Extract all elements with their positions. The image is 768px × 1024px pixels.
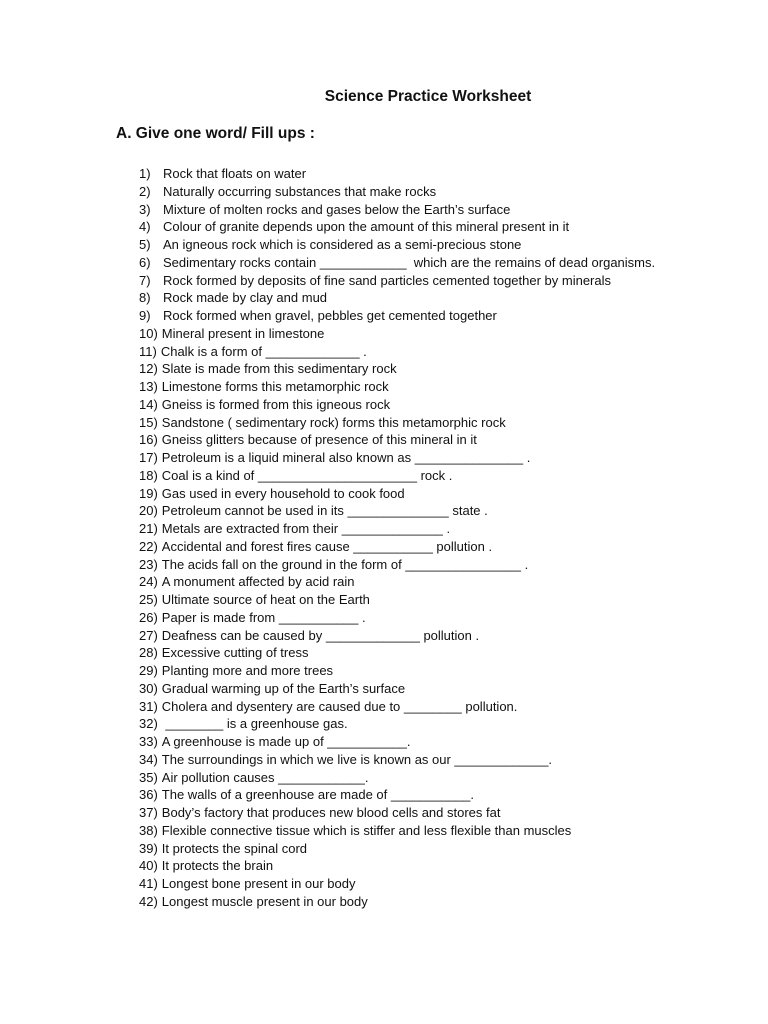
question-number: 31) — [139, 698, 158, 714]
question-text: Longest bone present in our body — [161, 876, 356, 891]
question-text: Ultimate source of heat on the Earth — [161, 592, 370, 607]
question-text: Planting more and more trees — [161, 663, 334, 678]
question-text: Slate is made from this sedimentary rock — [161, 361, 397, 377]
list-item — [139, 272, 699, 290]
question-text: Cholera and dysentery are caused due to ________ pollution. — [161, 698, 518, 714]
list-item — [139, 733, 699, 751]
question-text: Rock formed by deposits of fine sand particles cemented together by minerals — [163, 272, 612, 288]
list-item — [139, 893, 699, 911]
question-number: 3) — [139, 201, 151, 217]
question-text: It protects the spinal cord — [161, 840, 308, 856]
page-title: Science Practice Worksheet — [324, 88, 532, 105]
question-text: A monument affected by acid rain — [161, 574, 355, 590]
section-heading: A. Give one word/ Fill ups : — [116, 125, 315, 142]
list-item — [139, 609, 699, 627]
question-text: Rock made by clay and mud — [163, 290, 328, 306]
list-item — [139, 573, 699, 591]
question-number: 15) — [139, 414, 158, 430]
question-number: 1) — [139, 166, 151, 181]
list-item — [139, 485, 699, 503]
question-number: 27) — [139, 627, 158, 643]
list-item — [139, 396, 699, 414]
list-item — [139, 502, 699, 520]
question-text: Deafness can be caused by _____________ pollution . — [161, 627, 480, 643]
list-item — [139, 840, 699, 858]
question-text: Flexible connective tissue which is stiffer and less flexible than muscles — [161, 822, 572, 838]
list-item — [139, 307, 699, 325]
list-item — [139, 644, 699, 662]
list-item — [139, 218, 699, 236]
question-text: Naturally occurring substances that make rocks — [163, 183, 437, 199]
question-text: It protects the brain — [161, 858, 274, 874]
list-item — [139, 715, 699, 733]
question-number: 2) — [139, 183, 151, 199]
question-text: A greenhouse is made up of ___________. — [161, 734, 411, 749]
question-number: 40) — [139, 858, 158, 874]
question-text: Chalk is a form of _____________ . — [160, 343, 367, 359]
question-number: 37) — [139, 805, 158, 820]
question-text: Accidental and forest fires cause ___________ pollution . — [161, 538, 493, 554]
list-item — [139, 343, 699, 361]
question-number: 17) — [139, 450, 158, 465]
question-number: 24) — [139, 574, 158, 590]
question-number: 11) — [139, 343, 157, 359]
list-item — [139, 627, 699, 645]
question-text: Rock formed when gravel, pebbles get cemented together — [163, 308, 497, 323]
question-number: 9) — [139, 308, 151, 323]
question-number: 26) — [139, 609, 158, 625]
question-text: Petroleum is a liquid mineral also known as _______________ . — [161, 450, 531, 465]
question-text: Gradual warming up of the Earth’s surface — [161, 680, 406, 696]
list-item — [139, 751, 699, 769]
list-item — [139, 431, 699, 449]
list-item — [139, 236, 699, 254]
question-number: 41) — [139, 876, 158, 891]
list-item — [139, 556, 699, 574]
list-item — [139, 378, 699, 396]
list-item — [139, 165, 699, 183]
question-text: Mixture of molten rocks and gases below the Earth’s surface — [163, 201, 511, 217]
list-item — [139, 467, 699, 485]
question-number: 35) — [139, 769, 158, 785]
list-item — [139, 662, 699, 680]
question-number: 30) — [139, 680, 158, 696]
question-number: 7) — [139, 272, 151, 288]
question-text: Colour of granite depends upon the amount of this mineral present in it — [163, 219, 570, 235]
list-item — [139, 538, 699, 556]
question-number: 14) — [139, 396, 158, 412]
question-text: Sandstone ( sedimentary rock) forms this metamorphic rock — [161, 414, 506, 430]
question-text: Gas used in every household to cook food — [161, 485, 405, 501]
question-list — [139, 165, 699, 911]
question-text: An igneous rock which is considered as a semi-precious stone — [163, 237, 522, 252]
list-item — [139, 680, 699, 698]
question-text: The surroundings in which we live is known as our _____________. — [161, 751, 553, 767]
question-number: 25) — [139, 592, 158, 607]
list-item — [139, 183, 699, 201]
list-item — [139, 201, 699, 219]
question-text: Coal is a kind of ______________________ rock . — [161, 467, 453, 483]
list-item — [139, 822, 699, 840]
question-text: Gneiss glitters because of presence of this mineral in it — [161, 432, 477, 448]
question-number: 29) — [139, 663, 158, 678]
question-text: Air pollution causes ____________. — [161, 769, 369, 785]
question-number: 12) — [139, 361, 158, 377]
list-item — [139, 769, 699, 787]
question-text: Sedimentary rocks contain ____________ which are the remains of dead organisms. — [163, 254, 656, 270]
question-number: 33) — [139, 734, 158, 749]
question-text: Metals are extracted from their ______________ . — [161, 521, 451, 536]
question-text: Mineral present in limestone — [161, 325, 325, 341]
question-text: Longest muscle present in our body — [161, 893, 368, 909]
question-number: 21) — [139, 521, 158, 536]
question-number: 10) — [139, 325, 158, 341]
question-text: Gneiss is formed from this igneous rock — [161, 396, 391, 412]
question-text: Paper is made from ___________ . — [161, 609, 366, 625]
question-number: 8) — [139, 290, 151, 306]
question-number: 16) — [139, 432, 158, 448]
list-item — [139, 254, 699, 272]
question-number: 42) — [139, 893, 158, 909]
question-number: 22) — [139, 538, 158, 554]
list-item — [139, 449, 699, 467]
list-item — [139, 698, 699, 716]
question-number: 23) — [139, 556, 158, 572]
list-item — [139, 520, 699, 538]
question-number: 20) — [139, 503, 158, 519]
question-number: 38) — [139, 822, 158, 838]
question-number: 34) — [139, 751, 158, 767]
question-number: 32) — [139, 716, 158, 732]
question-number: 19) — [139, 485, 158, 501]
question-text: Limestone forms this metamorphic rock — [161, 379, 389, 394]
list-item — [139, 325, 699, 343]
question-text: ________ is a greenhouse gas. — [161, 716, 348, 732]
question-text: Rock that floats on water — [163, 166, 307, 181]
question-text: Petroleum cannot be used in its ______________ state . — [161, 503, 488, 519]
question-number: 13) — [139, 379, 158, 394]
question-number: 28) — [139, 645, 158, 661]
question-number: 4) — [139, 219, 151, 235]
question-text: The acids fall on the ground in the form of ________________ . — [161, 556, 529, 572]
question-text: Body’s factory that produces new blood cells and stores fat — [161, 805, 501, 820]
question-text: Excessive cutting of tress — [161, 645, 309, 661]
list-item — [139, 414, 699, 432]
question-number: 18) — [139, 467, 158, 483]
list-item — [139, 857, 699, 875]
question-number: 6) — [139, 254, 151, 270]
question-number: 36) — [139, 787, 158, 803]
list-item — [139, 360, 699, 378]
question-number: 39) — [139, 840, 158, 856]
list-item — [139, 289, 699, 307]
question-number: 5) — [139, 237, 151, 252]
list-item — [139, 875, 699, 893]
list-item — [139, 591, 699, 609]
question-text: The walls of a greenhouse are made of ___________. — [161, 787, 475, 803]
list-item — [139, 804, 699, 822]
list-item — [139, 786, 699, 804]
